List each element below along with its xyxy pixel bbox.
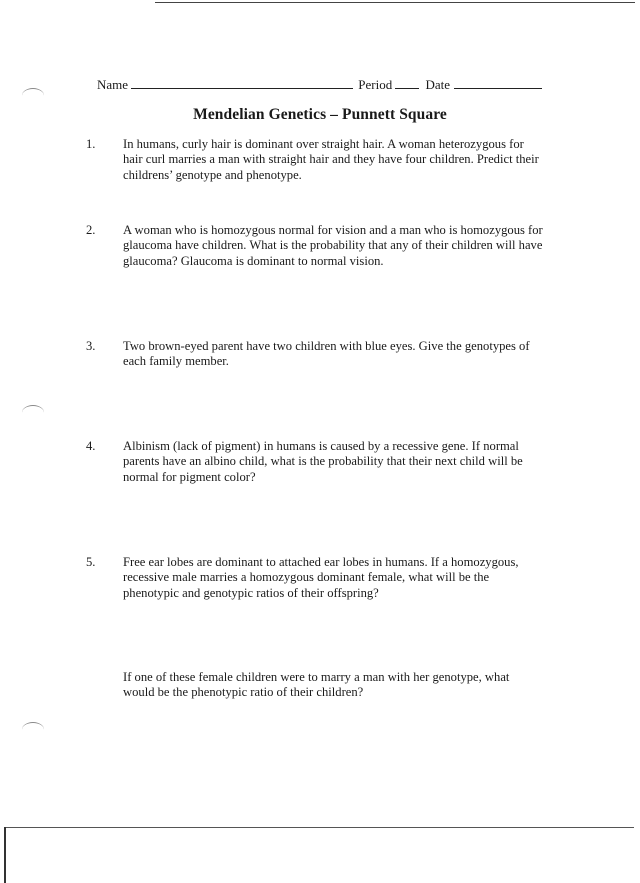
hole-punch-mark <box>22 88 44 103</box>
question-number: 4. <box>86 439 96 453</box>
name-label: Name <box>97 77 129 92</box>
worksheet-title: Mendelian Genetics – Punnett Square <box>193 106 447 123</box>
date-field[interactable] <box>454 76 542 89</box>
scan-edge-left <box>4 827 6 883</box>
question-text: In humans, curly hair is dominant over straight hair. A woman heterozygous for hair curl marries a man with straight hair and they have four children. Predict their childrens’ genotype and phenotype. <box>123 137 539 182</box>
question-number: 3. <box>86 339 96 353</box>
name-field[interactable] <box>131 76 353 89</box>
question-number: 5. <box>86 555 96 569</box>
question-number: 1. <box>86 137 96 151</box>
hole-punch-mark <box>22 405 44 420</box>
question-text: Albinism (lack of pigment) in humans is caused by a recessive gene. If normal parents have an albino child, what is the probability that their next child will be normal for pigment color? <box>123 439 523 484</box>
question-number: 2. <box>86 223 96 237</box>
student-info-header <box>97 76 537 93</box>
hole-punch-mark <box>22 722 44 737</box>
followup-text: If one of these female children were to marry a man with her genotype, what would be the phenotypic ratio of their children? <box>123 670 510 700</box>
question-text: Free ear lobes are dominant to attached ear lobes in humans. If a homozygous, recessive male marries a homozygous dominant female, what will be the phenotypic and genotypic ratios of their offspring? <box>123 555 519 600</box>
date-label: Date <box>425 77 451 92</box>
question-text: A woman who is homozygous normal for vision and a man who is homozygous for glaucoma have children. What is the probability that any of their children will have glaucoma? Glaucoma is dominant to normal vision. <box>123 223 543 268</box>
period-label: Period <box>358 77 393 92</box>
question-text: Two brown-eyed parent have two children with blue eyes. Give the genotypes of each family member. <box>123 339 530 369</box>
scan-edge-bottom <box>4 827 634 828</box>
period-field[interactable] <box>395 76 419 89</box>
scan-edge-top <box>155 2 635 3</box>
